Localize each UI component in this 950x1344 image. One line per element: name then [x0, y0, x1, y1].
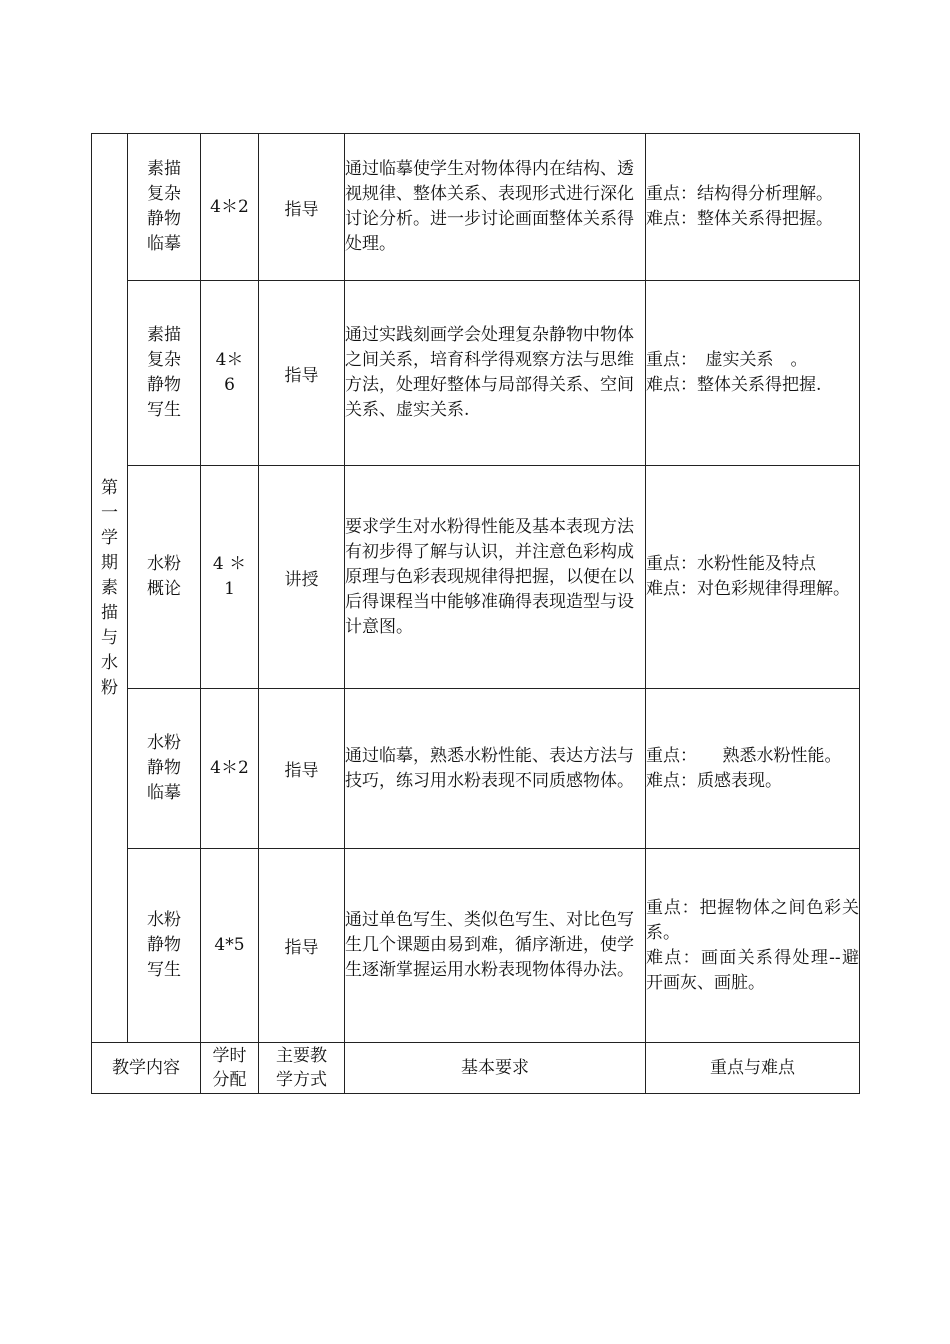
key-points-cell: 重点：把握物体之间色彩关系。 难点：画面关系得处理--避开画灰、画脏。: [646, 849, 860, 1043]
requirement-cell: 通过实践刻画学会处理复杂静物中物体之间关系，培育科学得观察方法与思维方法，处理好整体与局部得关系、空间关系、虚实关系.: [345, 281, 646, 466]
syllabus-table: [91, 133, 860, 1094]
topic-cell: 素描 复杂 静物 写生: [128, 281, 201, 466]
key-points-cell: 重点：结构得分析理解。 难点：整体关系得把握。: [646, 134, 860, 281]
method-cell: 讲授: [259, 466, 345, 689]
hours-cell: 4 ＊ 1: [201, 466, 259, 689]
method-cell: 指导: [259, 281, 345, 466]
method-cell: 指导: [259, 134, 345, 281]
table-row: [92, 849, 860, 1043]
header-requirement: 基本要求: [345, 1043, 646, 1094]
topic-cell: 水粉 概论: [128, 466, 201, 689]
requirement-cell: 通过单色写生、类似色写生、对比色写生几个课题由易到难，循序渐进，使学生逐渐掌握运用水粉表现物体得办法。: [345, 849, 646, 1043]
method-cell: 指导: [259, 689, 345, 849]
header-method: 主要教 学方式: [259, 1043, 345, 1094]
hours-cell: 4＊ 6: [201, 281, 259, 466]
requirement-cell: 要求学生对水粉得性能及基本表现方法有初步得了解与认识，并注意色彩构成原理与色彩表现规律得把握，以便在以后得课程当中能够准确得表现造型与设计意图。: [345, 466, 646, 689]
table-row: [92, 689, 860, 849]
method-cell: 指导: [259, 849, 345, 1043]
hours-cell: 4＊2: [201, 134, 259, 281]
key-points-cell: 重点：水粉性能及特点 难点：对色彩规律得理解。: [646, 466, 860, 689]
header-content: 教学内容: [92, 1043, 201, 1094]
topic-cell: 水粉 静物 临摹: [128, 689, 201, 849]
requirement-cell: 通过临摹使学生对物体得内在结构、透视规律、整体关系、表现形式进行深化讨论分析。进一步讨论画面整体关系得处理。: [345, 134, 646, 281]
table-row: [92, 466, 860, 689]
table-row: [92, 134, 860, 281]
topic-cell: 水粉 静物 写生: [128, 849, 201, 1043]
header-row: [92, 1043, 860, 1094]
header-hours: 学时 分配: [201, 1043, 259, 1094]
table-row: [92, 281, 860, 466]
header-key-points: 重点与难点: [646, 1043, 860, 1094]
hours-cell: 4*5: [201, 849, 259, 1043]
hours-cell: 4＊2: [201, 689, 259, 849]
requirement-cell: 通过临摹，熟悉水粉性能、表达方法与技巧，练习用水粉表现不同质感物体。: [345, 689, 646, 849]
key-points-cell: 重点： 虚实关系 。 难点：整体关系得把握.: [646, 281, 860, 466]
semester-label: 第 一 学 期 素 描 与 水 粉: [92, 134, 128, 1043]
topic-cell: 素描 复杂 静物 临摹: [128, 134, 201, 281]
key-points-cell: 重点： 熟悉水粉性能。 难点：质感表现。: [646, 689, 860, 849]
